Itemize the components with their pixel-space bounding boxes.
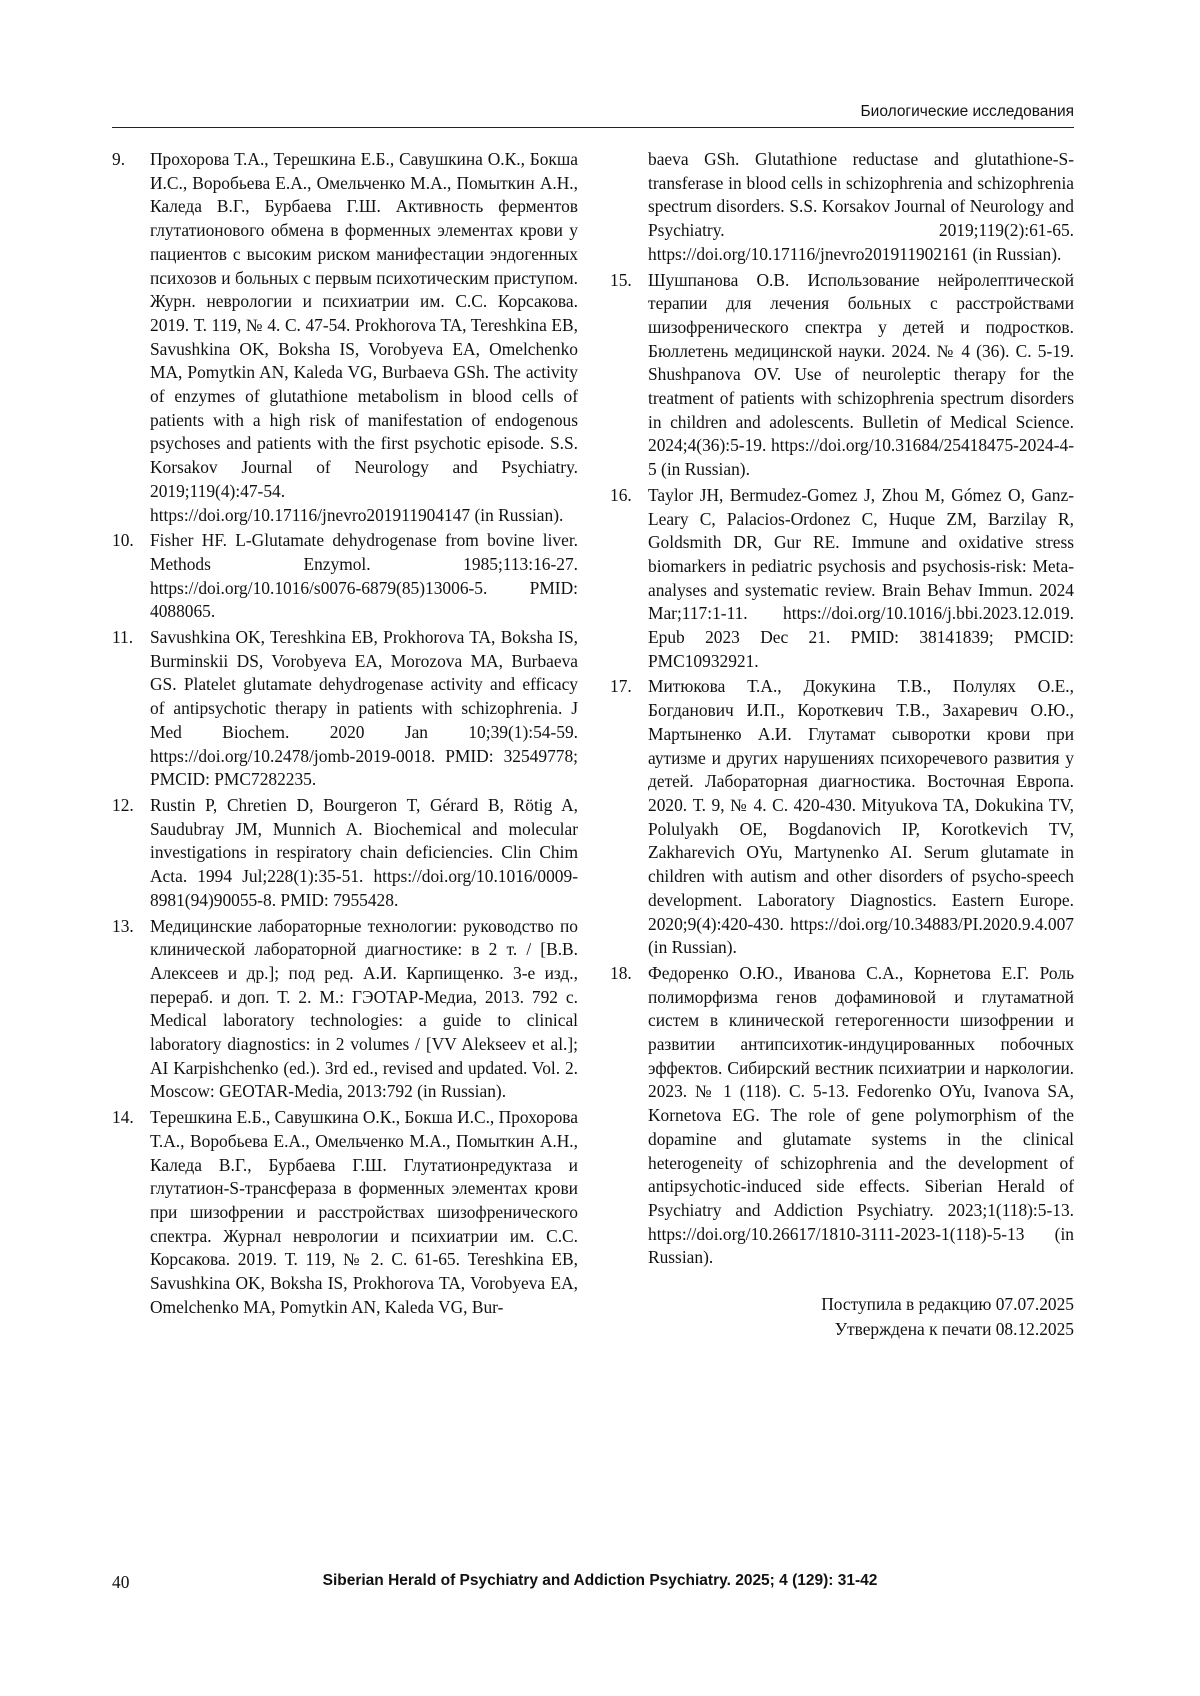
reference-text: Медицинские лабораторные технологии: руководство по клинической лабораторной диагностике: в 2 т. / [В.В. Алексеев и др.]; под ред. А.И. Карпищенко. 3-е изд., перераб. и доп. Т. 2. М.: ГЭОТАР-Медиа, 2013. 792 с. Medical laboratory technologies: a guide to clinical laboratory diagnostics: in 2 volumes / [VV Alekseev et al.]; AI Karpishchenko (ed.). 3rd ed., revised and updated. Vol. 2. Moscow: GEOTAR-Media, 2013:792 (in Russian). bbox=[150, 915, 578, 1102]
reference-text: Taylor JH, Bermudez-Gomez J, Zhou M, Gómez O, Ganz-Leary C, Palacios-Ordonez C, Huque ZM, Barzilay R, Goldsmith DR, Gur RE. Immune and oxidative stress biomarkers in pediatric psychosis and psychosis-risk: Meta-analyses and systematic review. Brain Behav Immun. 2024 Mar;117:1-11. https://doi.org/10.1016/j.bbi.2023.12.019. Epub 2023 Dec 21. PMID: 38141839; PMCID: PMC10932921. bbox=[648, 484, 1074, 671]
reference-text: Rustin P, Chretien D, Bourgeron T, Gérard B, Rötig A, Saudubray JM, Munnich A. Biochemical and molecular investigations in respiratory chain deficiencies. Clin Chim Acta. 1994 Jul;228(1):35-51. https://doi.org/10.1016/0009-8981(94)90055-8. PMID: 7955428. bbox=[150, 794, 578, 910]
reference-item bbox=[112, 148, 578, 527]
reference-item bbox=[112, 529, 578, 624]
reference-text: Митюкова Т.А., Докукина Т.В., Полулях О.Е., Богданович И.П., Короткевич Т.В., Захаревич О.Ю., Мартыненко А.И. Глутамат сыворотки крови при аутизме и других нарушениях психоречевого развития у детей. Лабораторная диагностика. Восточная Европа. 2020. Т. 9, № 4. С. 420-430. Mityukova TA, Dokukina TV, Polulyakh OE, Bogdanovich IP, Korotkevich TV, Zakharevich OYu, Martynenko AI. Serum glutamate in children with autism and other disorders of psycho-speech development. Laboratory Diagnostics. Eastern Europe. 2020;9(4):420-430. https://doi.org/10.34883/PI.2020.9.4.007 (in Russian). bbox=[648, 676, 1074, 958]
reference-text: Терешкина Е.Б., Савушкина О.К., Бокша И.С., Прохорова Т.А., Воробьева Е.А., Омельченко М.А., Помыткин А.Н., Каледа В.Г., Бурбаева Г.Ш. Глутатионредуктаза и глутатион-S-трансфераза в форменных элементах крови при шизофрении и расстройствах шизофренического спектра. Журнал неврологии и психиатрии им. С.С. Корсакова. 2019. Т. 119, № 2. С. 61-65. Tereshkina EB, Savushkina OK, Boksha IS, Prokhorova TA, Vorobyeva EA, Omelchenko MA, Pomytkin AN, Kaleda VG, Bur- bbox=[150, 1107, 578, 1317]
reference-item-continuation bbox=[610, 148, 1074, 267]
received-date: Поступила в редакцию 07.07.2025 bbox=[821, 1294, 1074, 1315]
reference-number: 11. bbox=[112, 627, 134, 648]
accepted-date: Утверждена к печати 08.12.2025 bbox=[834, 1319, 1074, 1340]
reference-text: Fisher HF. L-Glutamate dehydrogenase from bovine liver. Methods Enzymol. 1985;113:16-27. https://doi.org/10.1016/s0076-6879(85)13006-5. PMID: 4088065. bbox=[150, 530, 578, 622]
reference-item bbox=[112, 794, 578, 913]
reference-item bbox=[610, 484, 1074, 674]
submission-dates bbox=[610, 1292, 1074, 1342]
reference-item bbox=[112, 915, 578, 1105]
reference-number: 15. bbox=[610, 269, 632, 290]
reference-item bbox=[610, 962, 1074, 1270]
reference-number: 12. bbox=[112, 794, 134, 815]
reference-text: baeva GSh. Glutathione reductase and glutathione-S-transferase in blood cells in schizophrenia and schizophrenia spectrum disorders. S.S. Korsakov Journal of Neurology and Psychiatry. 2019;119(2):61-65. https://doi.org/10.17116/jnevro201911902161 (in Russian). bbox=[648, 149, 1074, 264]
reference-text: Прохорова Т.А., Терешкина Е.Б., Савушкина О.К., Бокша И.С., Воробьева Е.А., Омельченко М.А., Помыткин А.Н., Каледа В.Г., Бурбаева Г.Ш. Активность ферментов глутатионового обмена в форменных элементах крови у пациентов с высоким риском манифестации эндогенных психозов и больных с первым психотическим приступом. Журн. неврологии и психиатрии им. С.С. Корсакова. 2019. Т. 119, № 4. С. 47-54. Prokhorova TA, Tereshkina EB, Savushkina OK, Boksha IS, Vorobyeva EA, Omelchenko MA, Pomytkin AN, Kaleda VG, Burbaeva GSh. The activity of enzymes of glutathione metabolism in blood cells of patients with a high risk of manifestation of endogenous psychoses and patients with the first psychotic episode. S.S. Korsakov Journal of Neurology and Psychiatry. 2019;119(4):47-54. https://doi.org/10.17116/jnevro201911904147 (in Russian). bbox=[150, 149, 578, 525]
reference-item bbox=[610, 675, 1074, 959]
reference-number: 9. bbox=[112, 149, 126, 169]
references-left-column bbox=[112, 148, 578, 1321]
reference-number: 17. bbox=[610, 676, 632, 697]
reference-text: Федоренко О.Ю., Иванова С.А., Корнетова Е.Г. Роль полиморфизма генов дофаминовой и глутаматной систем в клинической гетерогенности шизофрении и развитии антипсихотик-индуцированных побочных эффектов. Сибирский вестник психиатрии и наркологии. 2023. № 1 (118). С. 5-13. Fedorenko OYu, Ivanova SA, Kornetova EG. The role of gene polymorphism of the dopamine and glutamate systems in the clinical heterogeneity of schizophrenia and the development of antipsychotic-induced side effects. Siberian Herald of Psychiatry and Addiction Psychiatry. 2023;1(118):5-13. https://doi.org/10.26617/1810-3111-2023-1(118)-5-13 (in Russian). bbox=[648, 962, 1074, 1268]
page-number: 40 bbox=[112, 1572, 130, 1592]
reference-item bbox=[112, 626, 578, 792]
references-right-column bbox=[610, 148, 1074, 1342]
reference-number: 18. bbox=[610, 962, 632, 983]
reference-text: Savushkina OK, Tereshkina EB, Prokhorova TA, Boksha IS, Burminskii DS, Vorobyeva EA, Morozova MA, Burbaeva GS. Platelet glutamate dehydrogenase activity and efficacy of antipsychotic therapy in patients with schizophrenia. J Med Biochem. 2020 Jan 10;39(1):54-59. https://doi.org/10.2478/jomb-2019-0018. PMID: 32549778; PMCID: PMC7282235. bbox=[150, 627, 578, 790]
reference-item bbox=[112, 1106, 578, 1319]
reference-number: 10. bbox=[112, 530, 134, 551]
journal-citation: Siberian Herald of Psychiatry and Addiction Psychiatry. 2025; 4 (129): 31-42 bbox=[322, 1572, 878, 1589]
reference-item bbox=[610, 269, 1074, 482]
reference-number: 13. bbox=[112, 915, 134, 936]
reference-text: Шушпанова О.В. Использование нейролептической терапии для лечения больных с расстройствами шизофренического спектра у детей и подростков. Бюллетень медицинской науки. 2024. № 4 (36). С. 5-19. Shushpanova OV. Use of neuroleptic therapy for the treatment of patients with schizophrenia spectrum disorders in children and adolescents. Bulletin of Medical Science. 2024;4(36):5-19. https://doi.org/10.31684/25418475-2024-4-5 (in Russian). bbox=[648, 269, 1074, 480]
running-head: Биологические исследования bbox=[112, 103, 1074, 128]
reference-number: 16. bbox=[610, 484, 632, 505]
reference-number: 14. bbox=[112, 1107, 134, 1128]
